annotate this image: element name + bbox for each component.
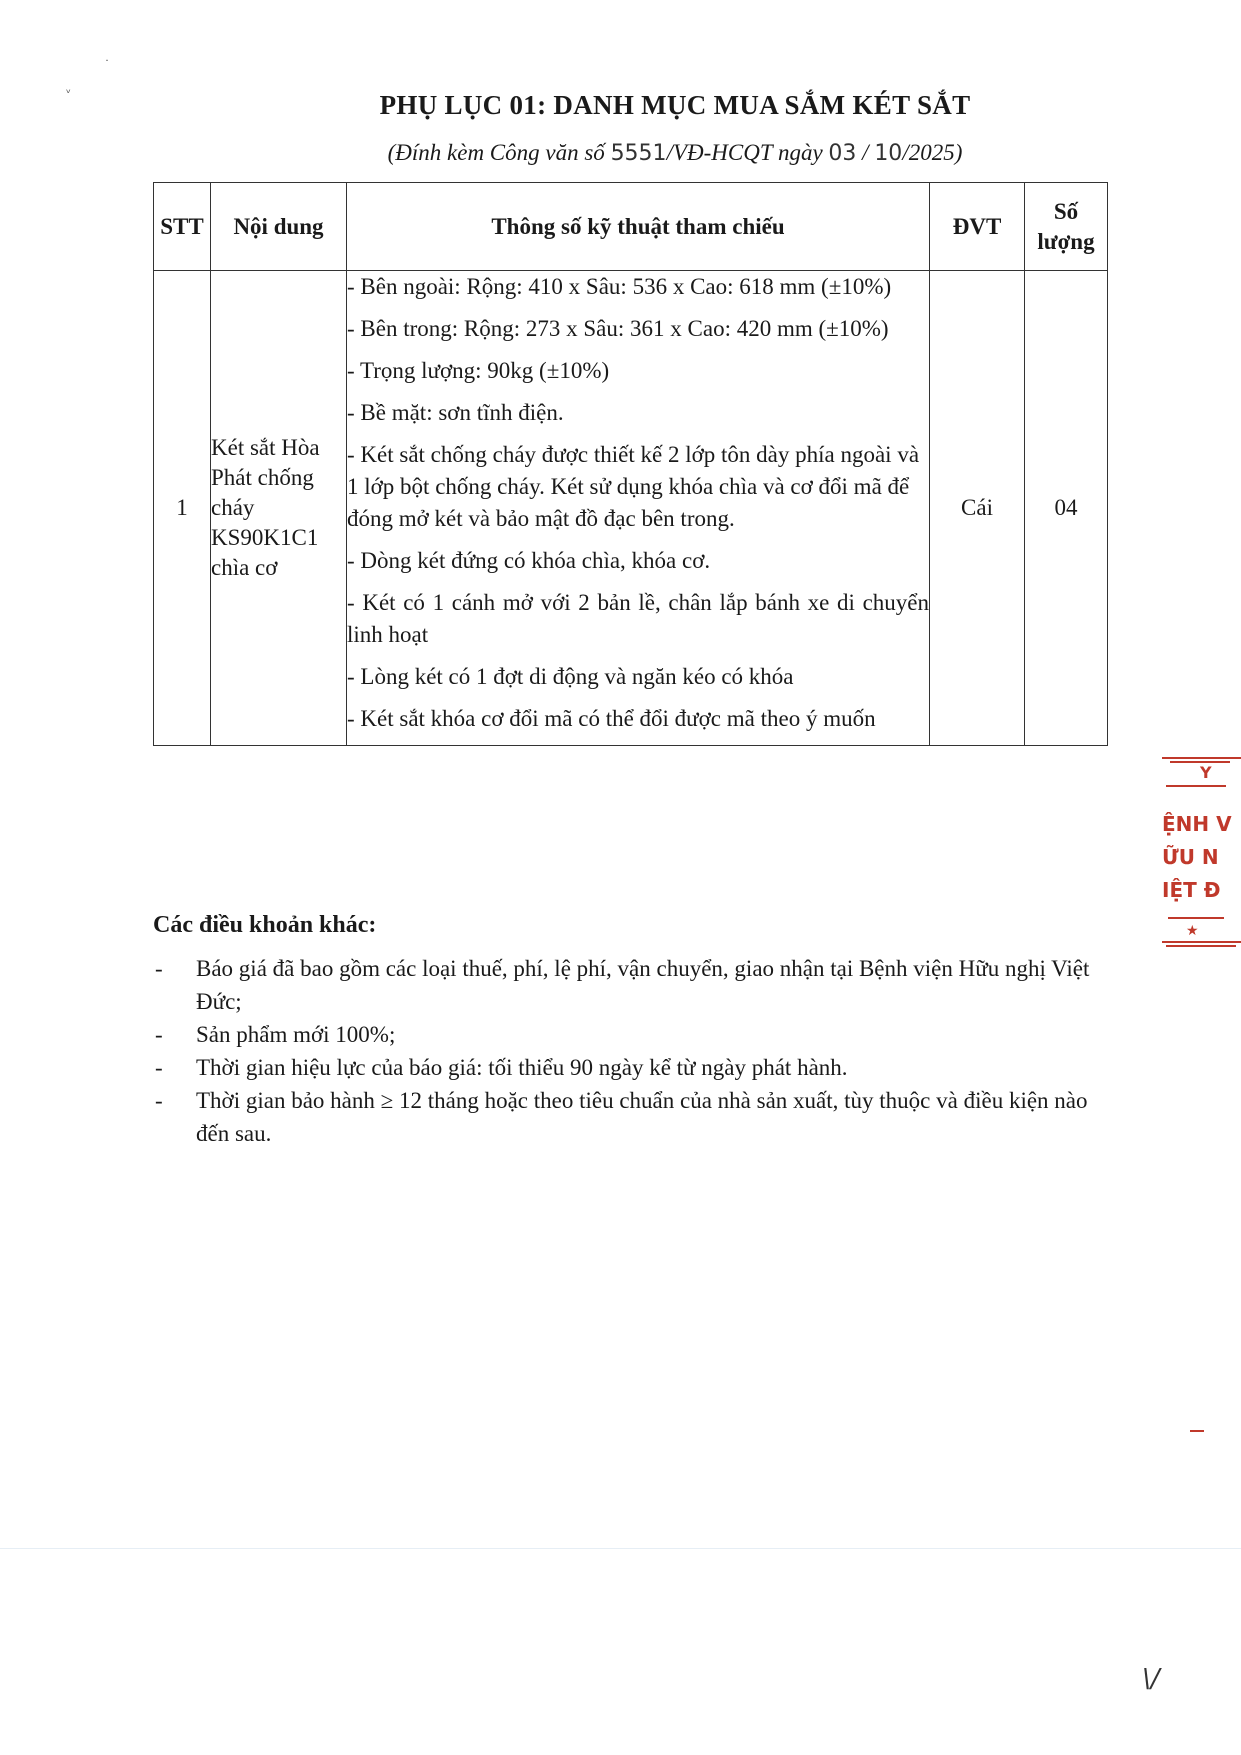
spec-item: - Lòng két có 1 đợt di động và ngăn kéo có khóa (347, 664, 794, 689)
handwritten-initials: \/ (1142, 1664, 1160, 1694)
table-row (154, 271, 1108, 746)
stamp-mark (1190, 1430, 1204, 1432)
scan-speck: ˙ (104, 58, 110, 72)
stamp-line (1168, 917, 1224, 919)
term-text: Báo giá đã bao gồm các loại thuế, phí, lệ phí, vận chuyển, giao nhận tại Bệnh viện Hữu nghị Việt Đức; (196, 956, 1090, 1014)
term-text: Thời gian hiệu lực của báo giá: tối thiểu 90 ngày kể từ ngày phát hành. (196, 1055, 848, 1080)
document-number: 5551 (610, 141, 667, 166)
term-text: Thời gian bảo hành ≥ 12 tháng hoặc theo tiêu chuẩn của nhà sản xuất, tùy thuộc và điều kiện nào đến sau. (196, 1088, 1088, 1146)
red-seal-stamp (1150, 745, 1241, 960)
row-item-name: Két sắt Hòa Phát chống cháy KS90K1C1 chìa cơ (211, 271, 347, 746)
reference-prefix: (Đính kèm Công văn số (387, 140, 605, 165)
spec-item: - Két sắt khóa cơ đổi mã có thể đổi được mã theo ý muốn (347, 706, 876, 731)
header-so-luong: Số lượng (1025, 183, 1108, 271)
header-noi-dung: Nội dung (211, 183, 347, 271)
row-unit: Cái (930, 271, 1025, 746)
spec-item: - Két có 1 cánh mở với 2 bản lề, chân lắp bánh xe di chuyển linh hoạt (347, 590, 929, 647)
stamp-letter: Y (1200, 763, 1212, 782)
date-month: 10 (874, 141, 903, 166)
list-item: - Thời gian bảo hành ≥ 12 tháng hoặc theo tiêu chuẩn của nhà sản xuất, tùy thuộc và điều kiện nào đến sau. (155, 1088, 1088, 1146)
scan-speck: ᵛ (66, 86, 72, 100)
stamp-line (1162, 941, 1241, 943)
spec-item: - Bề mặt: sơn tĩnh điện. (347, 400, 564, 425)
spec-item: - Bên trong: Rộng: 273 x Sâu: 361 x Cao: 420 mm (±10%) (347, 316, 889, 341)
document-reference: (Đính kèm Công văn số 5551/VĐ-HCQT ngày 03 / 10/2025) (387, 140, 963, 166)
list-item: - Báo giá đã bao gồm các loại thuế, phí, lệ phí, vận chuyển, giao nhận tại Bệnh viện Hữu nghị Việt Đức; (155, 956, 1090, 1014)
stamp-line (1166, 945, 1236, 947)
row-specs (347, 271, 930, 746)
stamp-star-icon: ★ (1186, 923, 1199, 939)
spec-item: - Dòng két đứng có khóa chìa, khóa cơ. (347, 548, 711, 573)
stamp-text: ỆNH V (1162, 812, 1232, 836)
stamp-line (1166, 785, 1226, 787)
list-item: - Sản phẩm mới 100%; (155, 1022, 396, 1047)
scan-artifact-line (0, 1548, 1241, 1549)
date-day: 03 (828, 141, 857, 166)
table-header-row (154, 183, 1108, 271)
stamp-line (1162, 757, 1241, 759)
other-terms-title: Các điều khoản khác: (153, 912, 377, 938)
header-dvt: ĐVT (930, 183, 1025, 271)
spec-item: - Bên ngoài: Rộng: 410 x Sâu: 536 x Cao: 618 mm (±10%) (347, 274, 892, 299)
row-stt: 1 (154, 271, 211, 746)
list-item: - Thời gian hiệu lực của báo giá: tối thiểu 90 ngày kể từ ngày phát hành. (155, 1055, 848, 1080)
procurement-table (153, 182, 1108, 746)
date-year: /2025) (902, 140, 963, 165)
row-quantity: 04 (1025, 271, 1108, 746)
page-title: PHỤ LỤC 01: DANH MỤC MUA SẮM KÉT SẮT (379, 90, 971, 120)
term-text: Sản phẩm mới 100%; (196, 1022, 396, 1047)
spec-item: - Két sắt chống cháy được thiết kế 2 lớp tôn dày phía ngoài và 1 lớp bột chống cháy. Két sử dụng khóa chìa và cơ đổi mã để đóng mở két và bảo mật đồ đạc bên trong. (347, 442, 920, 531)
reference-mid: /VĐ-HCQT ngày (666, 140, 823, 165)
header-specs: Thông số kỹ thuật tham chiếu (347, 183, 930, 271)
spec-item: - Trọng lượng: 90kg (±10%) (347, 358, 610, 383)
header-stt: STT (154, 183, 211, 271)
stamp-text: ỮU N (1162, 845, 1219, 869)
other-terms-list (153, 952, 1103, 1150)
stamp-text: IỆT Đ (1162, 878, 1221, 902)
